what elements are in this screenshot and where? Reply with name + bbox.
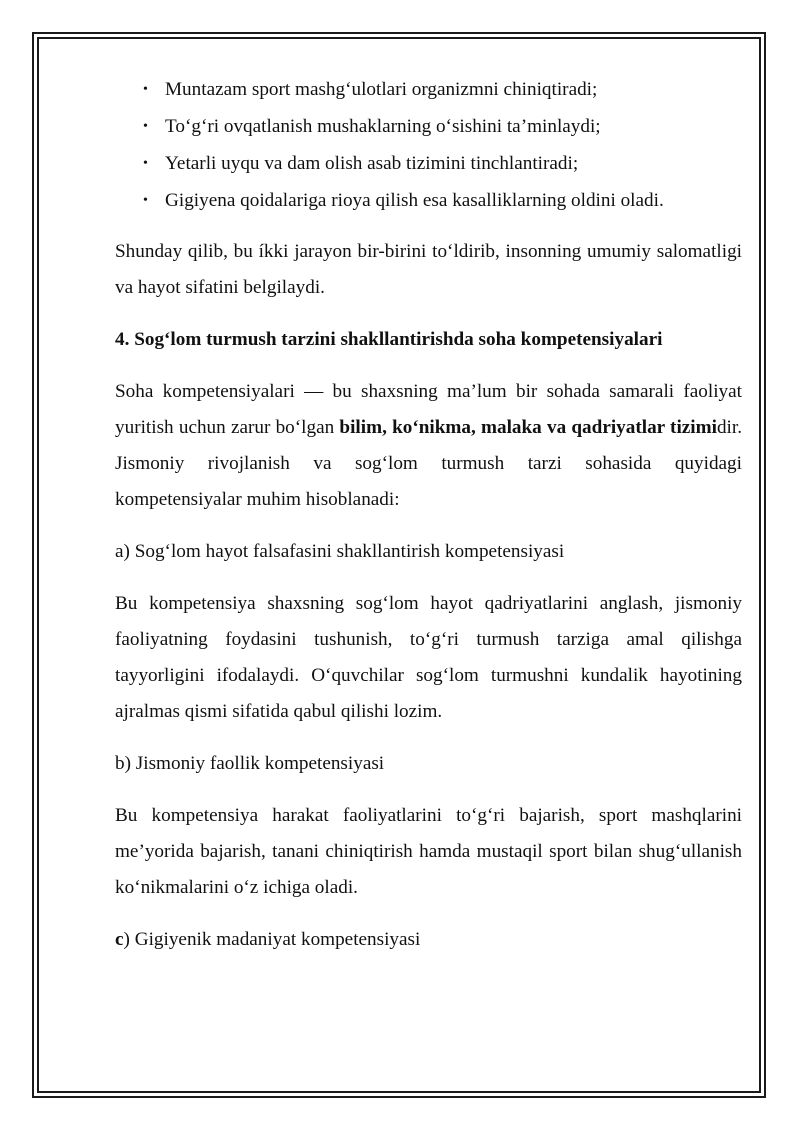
subsection-c-letter: c [115, 929, 124, 950]
list-item-text: Muntazam sport mashg‘ulotlari organizmni chiniqtiradi; [165, 79, 598, 100]
definition-text-start: Soha kompetensiyalari — bu shaxsning ma’lum bir sohada samarali faoliyat yuritish uchun zarur bo‘lgan [115, 381, 742, 438]
subsection-b-title: b) Jismoniy faollik kompetensiyasi [115, 753, 385, 774]
list-item-text: Gigiyena qoidalariga rioya qilish esa kasalliklarning oldini oladi. [165, 190, 664, 211]
definition-text-end: dir. Jismoniy rivojlanish va sog‘lom turmush tarzi sohasida quyidagi kompetensiyalar muhim hisoblanadi: [115, 417, 743, 510]
list-item [115, 109, 742, 146]
subsection-a-title: a) Sog‘lom hayot falsafasini shakllantirish kompetensiyasi [115, 541, 565, 562]
list-item [115, 146, 742, 183]
page-content [115, 72, 742, 958]
list-item [115, 183, 742, 220]
definition-paragraph [115, 374, 742, 518]
list-item-text: Yetarli uyqu va dam olish asab tizimini tinchlantiradi; [165, 153, 579, 174]
bullet-icon: • [143, 193, 148, 208]
bullet-list [115, 72, 742, 220]
section-heading: 4. Sog‘lom turmush tarzini shakllantirishda soha kompetensiyalari [115, 329, 663, 350]
bullet-icon: • [143, 82, 148, 97]
summary-paragraph: Shunday qilib, bu íkki jarayon bir-birini to‘ldirib, insonning umumiy salomatligi va hayot sifatini belgilaydi. [115, 241, 742, 298]
subsection-b-paragraph: Bu kompetensiya harakat faoliyatlarini to‘g‘ri bajarish, sport mashqlarini me’yorida bajarish, tanani chiniqtirish hamda mustaqil sport bilan shug‘ullanish ko‘nikmalarini o‘z ichiga oladi. [115, 805, 742, 898]
list-item [115, 72, 742, 109]
list-item-text: To‘g‘ri ovqatlanish mushaklarning o‘sishini ta’minlaydi; [165, 116, 601, 137]
subsection-c-title [115, 922, 742, 958]
bullet-icon: • [143, 156, 148, 171]
bullet-icon: • [143, 119, 148, 134]
definition-bold-term: bilim, ko‘nikma, malaka va qadriyatlar tizimi [339, 417, 717, 438]
subsection-c-label: ) Gigiyenik madaniyat kompetensiyasi [123, 929, 421, 950]
subsection-a-paragraph: Bu kompetensiya shaxsning sog‘lom hayot qadriyatlarini anglash, jismoniy faoliyatning foydasini tushunish, to‘g‘ri turmush tarziga amal qilishga tayyorligini ifodalaydi. O‘quvchilar sog‘lom turmushni kundalik hayotining ajralmas qismi sifatida qabul qilishi lozim. [115, 593, 742, 722]
